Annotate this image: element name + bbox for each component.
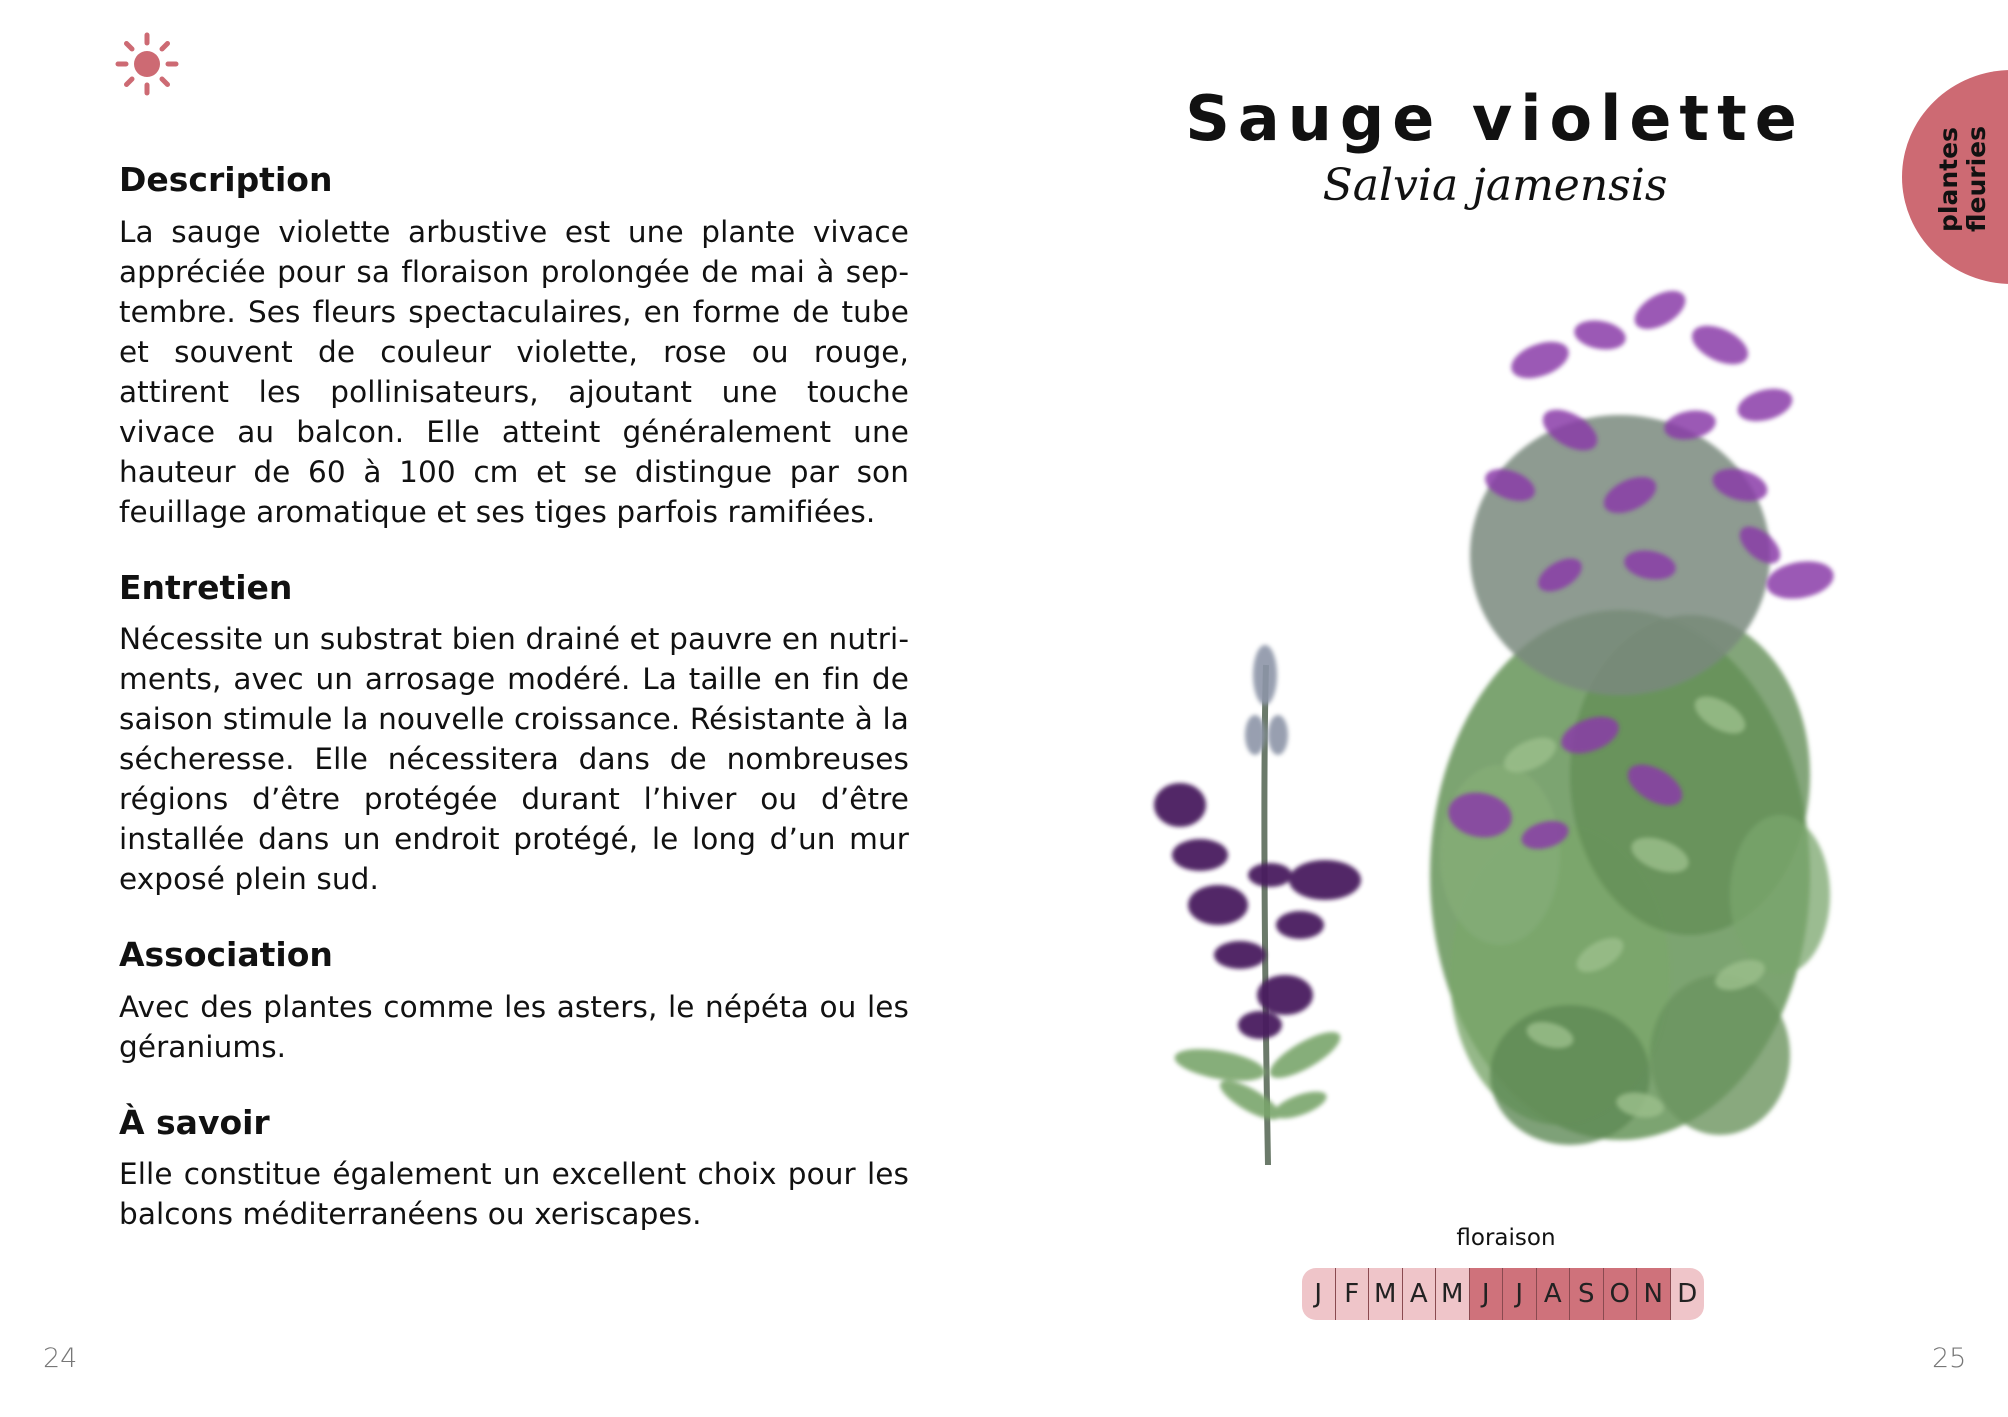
section-a-savoir xyxy=(119,1103,909,1235)
section-text: La sauge violette arbustive est une plante vivace appréciée pour sa floraison prolongée de mai à septembre. Ses fleurs spectaculaires, en forme de tube et souvent de couleur violette, rose ou rouge, attirent les pollinisateurs, ajoutant une touche vivace au balcon. Elle atteint généralement une hauteur de 60 à 100 cm et se distingue par son feuillage aromatique et ses tiges parfois ramifiées. xyxy=(119,214,909,529)
month-cell-active: O xyxy=(1604,1268,1638,1320)
section-heading: Entretien xyxy=(119,567,293,607)
section-text: Nécessite un substrat bien drainé et pauvre en nutriments, avec un arrosage modéré. La taille en fin de saison stimule la nouvelle croissance. Résistante à la sécheresse. Elle nécessitera dans de nombreuses régions d’être protégée durant l’hiver ou d’être installée dans un endroit protégé, le long d’un mur exposé plein sud. xyxy=(119,622,909,897)
sun-icon xyxy=(115,32,179,96)
section-association xyxy=(119,935,909,1067)
month-cell: A xyxy=(1403,1268,1437,1320)
section-heading: Description xyxy=(119,160,333,199)
salvia-illustration xyxy=(1100,255,1860,1190)
left-column xyxy=(119,160,909,1270)
section-description xyxy=(119,160,909,532)
page-number-left: 24 xyxy=(43,1343,78,1374)
section-entretien xyxy=(119,568,909,900)
month-cell: M xyxy=(1369,1268,1403,1320)
month-cell: D xyxy=(1671,1268,1705,1320)
month-cell-active: N xyxy=(1637,1268,1671,1320)
section-text: Elle constitue également un excellent choix pour les balcons méditerranéens ou xeriscapes. xyxy=(119,1157,909,1232)
section-heading: Association xyxy=(119,935,333,975)
tab-label-line: plantes xyxy=(1934,127,1963,232)
month-cell-active: J xyxy=(1503,1268,1537,1320)
section-text: Avec des plantes comme les asters, le népéta ou les géraniums. xyxy=(119,989,909,1064)
month-cell-active: S xyxy=(1570,1268,1604,1320)
latin-name: Salvia jamensis xyxy=(1322,160,1668,211)
month-cell: M xyxy=(1436,1268,1470,1320)
flowering-label: floraison xyxy=(1456,1225,1556,1251)
month-cell: J xyxy=(1302,1268,1336,1320)
small-stem xyxy=(1154,645,1361,1165)
month-cell: F xyxy=(1336,1268,1370,1320)
flowering-calendar xyxy=(1302,1268,1704,1320)
month-cell-active: J xyxy=(1470,1268,1504,1320)
tab-label-line: fleuries xyxy=(1962,125,1991,232)
month-cell-active: A xyxy=(1537,1268,1571,1320)
page-number-right: 25 xyxy=(1932,1343,1967,1374)
plant-title: Sauge violette xyxy=(1185,82,1805,155)
category-tab-label xyxy=(1935,92,1991,232)
section-heading: À savoir xyxy=(119,1102,270,1142)
